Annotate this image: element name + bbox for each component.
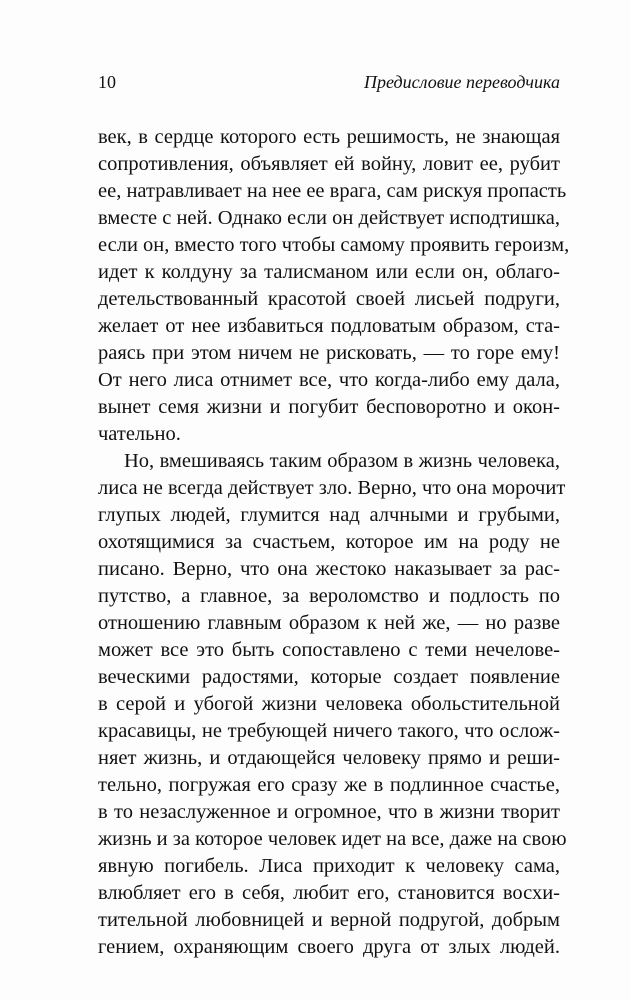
text-line: путство, а главное, за вероломство и подлость по: [98, 585, 560, 607]
text-line: писано. Верно, что она жестоко наказывает за рас-: [98, 558, 560, 580]
text-line: может все это быть сопоставлено с теми нечелове-: [98, 639, 560, 661]
text-line: красавицы, не требующей ничего такого, что ослож-: [98, 720, 560, 742]
text-line: явную погибель. Лиса приходит к человеку сама,: [98, 855, 560, 877]
body-text: [98, 124, 570, 961]
text-line: жизнь и за которое человек идет на все, даже на свою: [98, 828, 567, 850]
text-line: няет жизнь, и отдающейся человеку прямо и реши-: [98, 747, 560, 769]
text-line: век, в сердце которого есть решимость, не знающая: [98, 126, 560, 148]
text-line: веческими радостями, которые создает появление: [98, 666, 560, 688]
paragraph: [98, 448, 567, 961]
text-line: лиса не всегда действует зло. Верно, что она морочит: [98, 477, 566, 499]
text-line: влюбляет его в себя, любит его, становится восхи-: [98, 882, 560, 904]
text-line: глупых людей, глумится над алчными и грубыми,: [98, 504, 560, 526]
text-line: вынет семя жизни и погубит бесповоротно и окон-: [98, 396, 560, 418]
text-line: желает от нее избавиться подловатым образом, ста-: [98, 315, 560, 337]
running-title: Предисловие переводчика: [364, 72, 560, 92]
text-line: чательно.: [98, 423, 181, 445]
text-line: отношению главным образом к ней же, — но разве: [98, 612, 560, 634]
text-line: детельствованный красотой своей лисьей подруги,: [98, 288, 560, 310]
text-line: сопротивления, объявляет ей войну, ловит ее, рубит: [98, 153, 560, 175]
text-line: охотящимися за счастьем, которое им на роду не: [98, 531, 560, 553]
text-line: вместе с ней. Однако если он действует исподтишка,: [98, 207, 560, 229]
text-line: гением, охраняющим своего друга от злых людей.: [98, 936, 560, 958]
page-number: 10: [98, 72, 116, 92]
text-line: тельно, погружая его сразу же в подлинное счастье,: [98, 774, 560, 796]
text-line: идет к колдуну за талисманом или если он, облаго-: [98, 261, 560, 283]
text-line: если он, вместо того чтобы самому проявить героизм,: [98, 234, 570, 256]
text-line: тительной любовницей и верной подругой, добрым: [98, 909, 560, 931]
text-line: раясь при этом ничем не рисковать, — то горе ему!: [98, 342, 560, 364]
text-line: в то незаслуженное и огромное, что в жизни творит: [98, 801, 560, 823]
paragraph: [98, 124, 570, 448]
text-line: в серой и убогой жизни человека обольстительной: [98, 693, 560, 715]
running-head: [98, 72, 560, 98]
text-line: Но, вмешиваясь таким образом в жизнь человека,: [124, 450, 560, 472]
text-line: От него лиса отнимет все, что когда-либо ему дала,: [98, 369, 560, 391]
text-line: ее, натравливает на нее ее врага, сам рискуя пропасть: [98, 180, 567, 202]
